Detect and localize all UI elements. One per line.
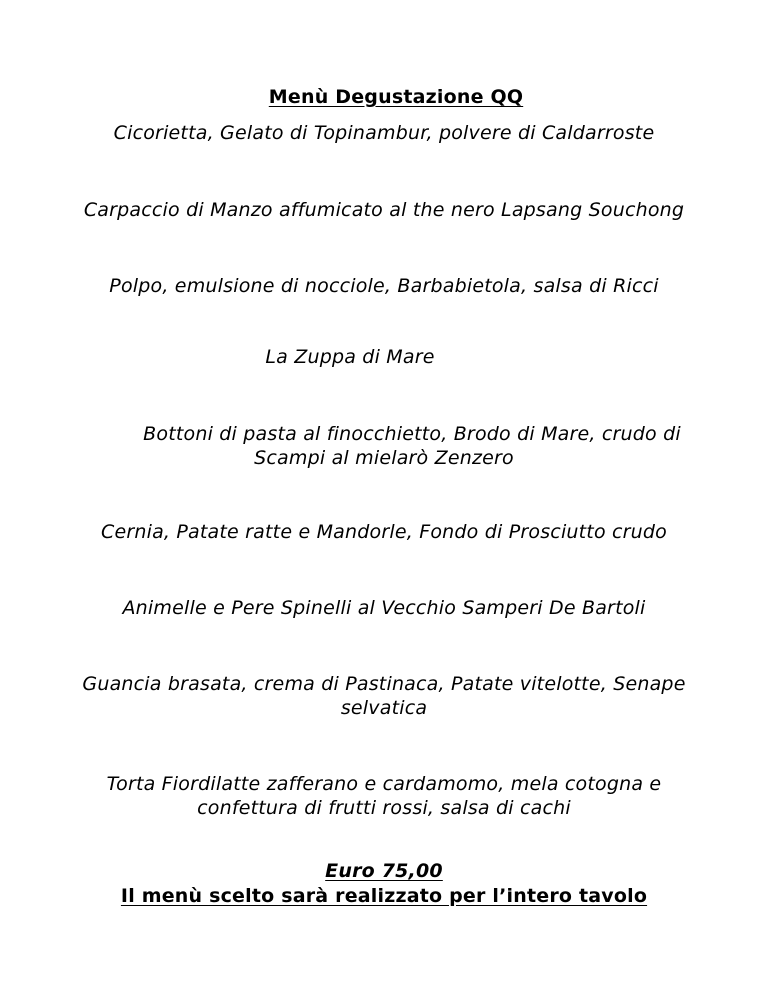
course-8-line-1: Guancia brasata, crema di Pastinaca, Patate vitelotte, Senape xyxy=(82,673,686,695)
course-7: Animelle e Pere Spinelli al Vecchio Samperi De Bartoli xyxy=(122,597,646,619)
course-9-line-1: Torta Fiordilatte zafferano e cardamomo, mela cotogna e xyxy=(106,773,662,795)
course-6: Cernia, Patate ratte e Mandorle, Fondo di Prosciutto crudo xyxy=(100,521,668,543)
course-5-line-1: Bottoni di pasta al finocchietto, Brodo di Mare, crudo di xyxy=(143,423,681,445)
table-note: Il menù scelto sarà realizzato per l’intero tavolo xyxy=(120,885,648,907)
course-1: Cicorietta, Gelato di Topinambur, polvere di Caldarroste xyxy=(113,122,655,144)
course-8-line-2: selvatica xyxy=(340,697,428,719)
price: Euro 75,00 xyxy=(325,860,443,882)
course-5-line-2: Scampi al mielarò Zenzero xyxy=(254,447,514,469)
course-2: Carpaccio di Manzo affumicato al the nero Lapsang Souchong xyxy=(83,199,685,221)
course-9-line-2: confettura di frutti rossi, salsa di cachi xyxy=(197,797,571,819)
course-3: Polpo, emulsione di nocciole, Barbabietola, salsa di Ricci xyxy=(109,275,659,297)
course-4: La Zuppa di Mare xyxy=(265,346,435,368)
menu-title: Menù Degustazione QQ xyxy=(268,86,524,108)
